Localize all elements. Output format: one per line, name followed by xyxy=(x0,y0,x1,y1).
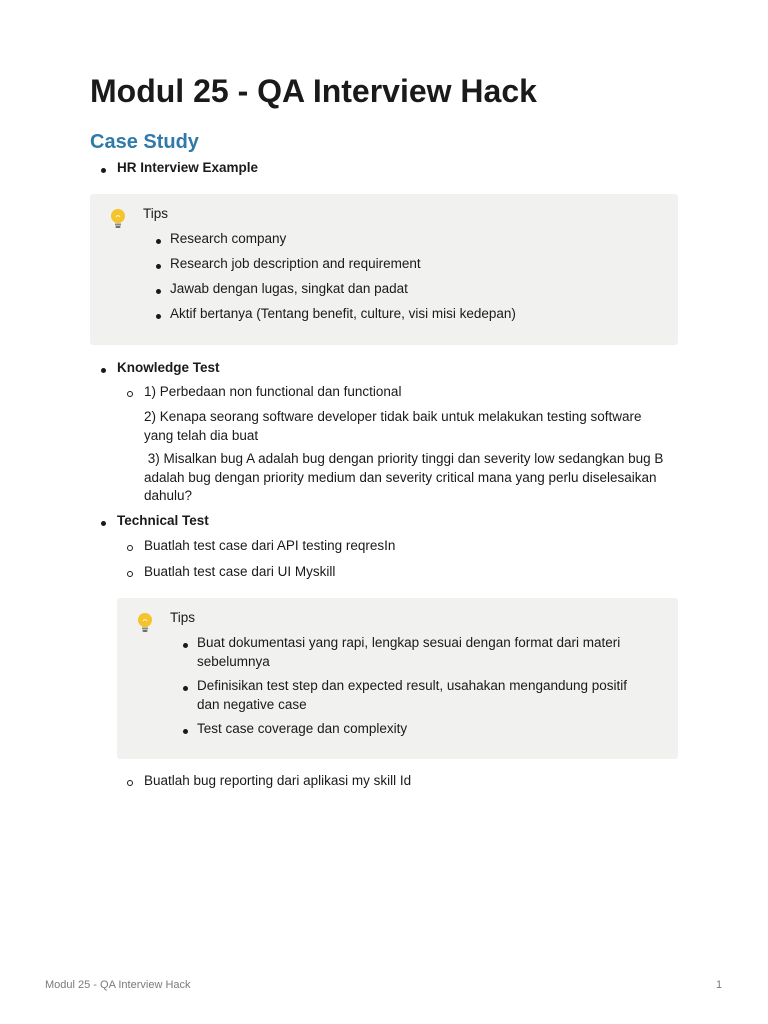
bullet-disc xyxy=(183,686,188,691)
technical-test-label: Technical Test xyxy=(117,513,209,528)
bullet-disc xyxy=(156,264,161,269)
tip-item: Research company xyxy=(170,231,287,246)
bullet-disc xyxy=(101,521,106,526)
lightbulb-icon xyxy=(135,612,155,634)
tips-title: Tips xyxy=(143,206,169,221)
task-item: Buatlah bug reporting dari aplikasi my skill Id xyxy=(144,773,412,788)
page-title: Modul 25 - QA Interview Hack xyxy=(90,73,537,109)
tip-item: Jawab dengan lugas, singkat dan padat xyxy=(170,281,408,296)
bullet-disc xyxy=(101,168,106,173)
tips-callout-hr xyxy=(90,194,678,345)
bullet-disc xyxy=(183,643,188,648)
tip-item: Test case coverage dan complexity xyxy=(197,721,408,736)
knowledge-test-label: Knowledge Test xyxy=(117,360,220,375)
tips-callout-technical xyxy=(117,598,678,759)
bullet-disc xyxy=(156,239,161,244)
section-heading: Case Study xyxy=(90,131,199,153)
question-item: 1) Perbedaan non functional dan functional xyxy=(144,384,402,399)
hr-interview-label: HR Interview Example xyxy=(117,160,259,175)
task-item: Buatlah test case dari UI Myskill xyxy=(144,564,336,579)
bullet-circle xyxy=(127,571,133,577)
lightbulb-icon xyxy=(108,208,128,230)
task-item: Buatlah test case dari API testing reqresIn xyxy=(144,538,396,553)
page-number: 1 xyxy=(716,979,723,991)
bullet-disc xyxy=(156,289,161,294)
bullet-circle xyxy=(127,545,133,551)
tips-title: Tips xyxy=(170,610,196,625)
question-item: 2) Kenapa seorang software developer tidak baik untuk melakukan testing software yang telah dia buat xyxy=(144,409,642,443)
bullet-disc xyxy=(101,368,106,373)
bullet-disc xyxy=(156,314,161,319)
footer-title: Modul 25 - QA Interview Hack xyxy=(45,979,191,991)
tip-item: Aktif bertanya (Tentang benefit, culture, visi misi kedepan) xyxy=(170,306,516,321)
bullet-disc xyxy=(183,729,188,734)
tip-item: Research job description and requirement xyxy=(170,256,421,271)
tip-item: Definisikan test step dan expected result, usahakan mengandung positif dan negative case xyxy=(197,678,628,712)
tip-item: Buat dokumentasi yang rapi, lengkap sesuai dengan format dari materi sebelumnya xyxy=(197,635,621,669)
bullet-circle xyxy=(127,780,133,786)
question-item: 3) Misalkan bug A adalah bug dengan priority tinggi dan severity low sedangkan bug B adalah bug dengan priority medium dan severity critical mana yang perlu diselesaikan dahulu? xyxy=(144,451,668,503)
bullet-circle xyxy=(127,391,133,397)
